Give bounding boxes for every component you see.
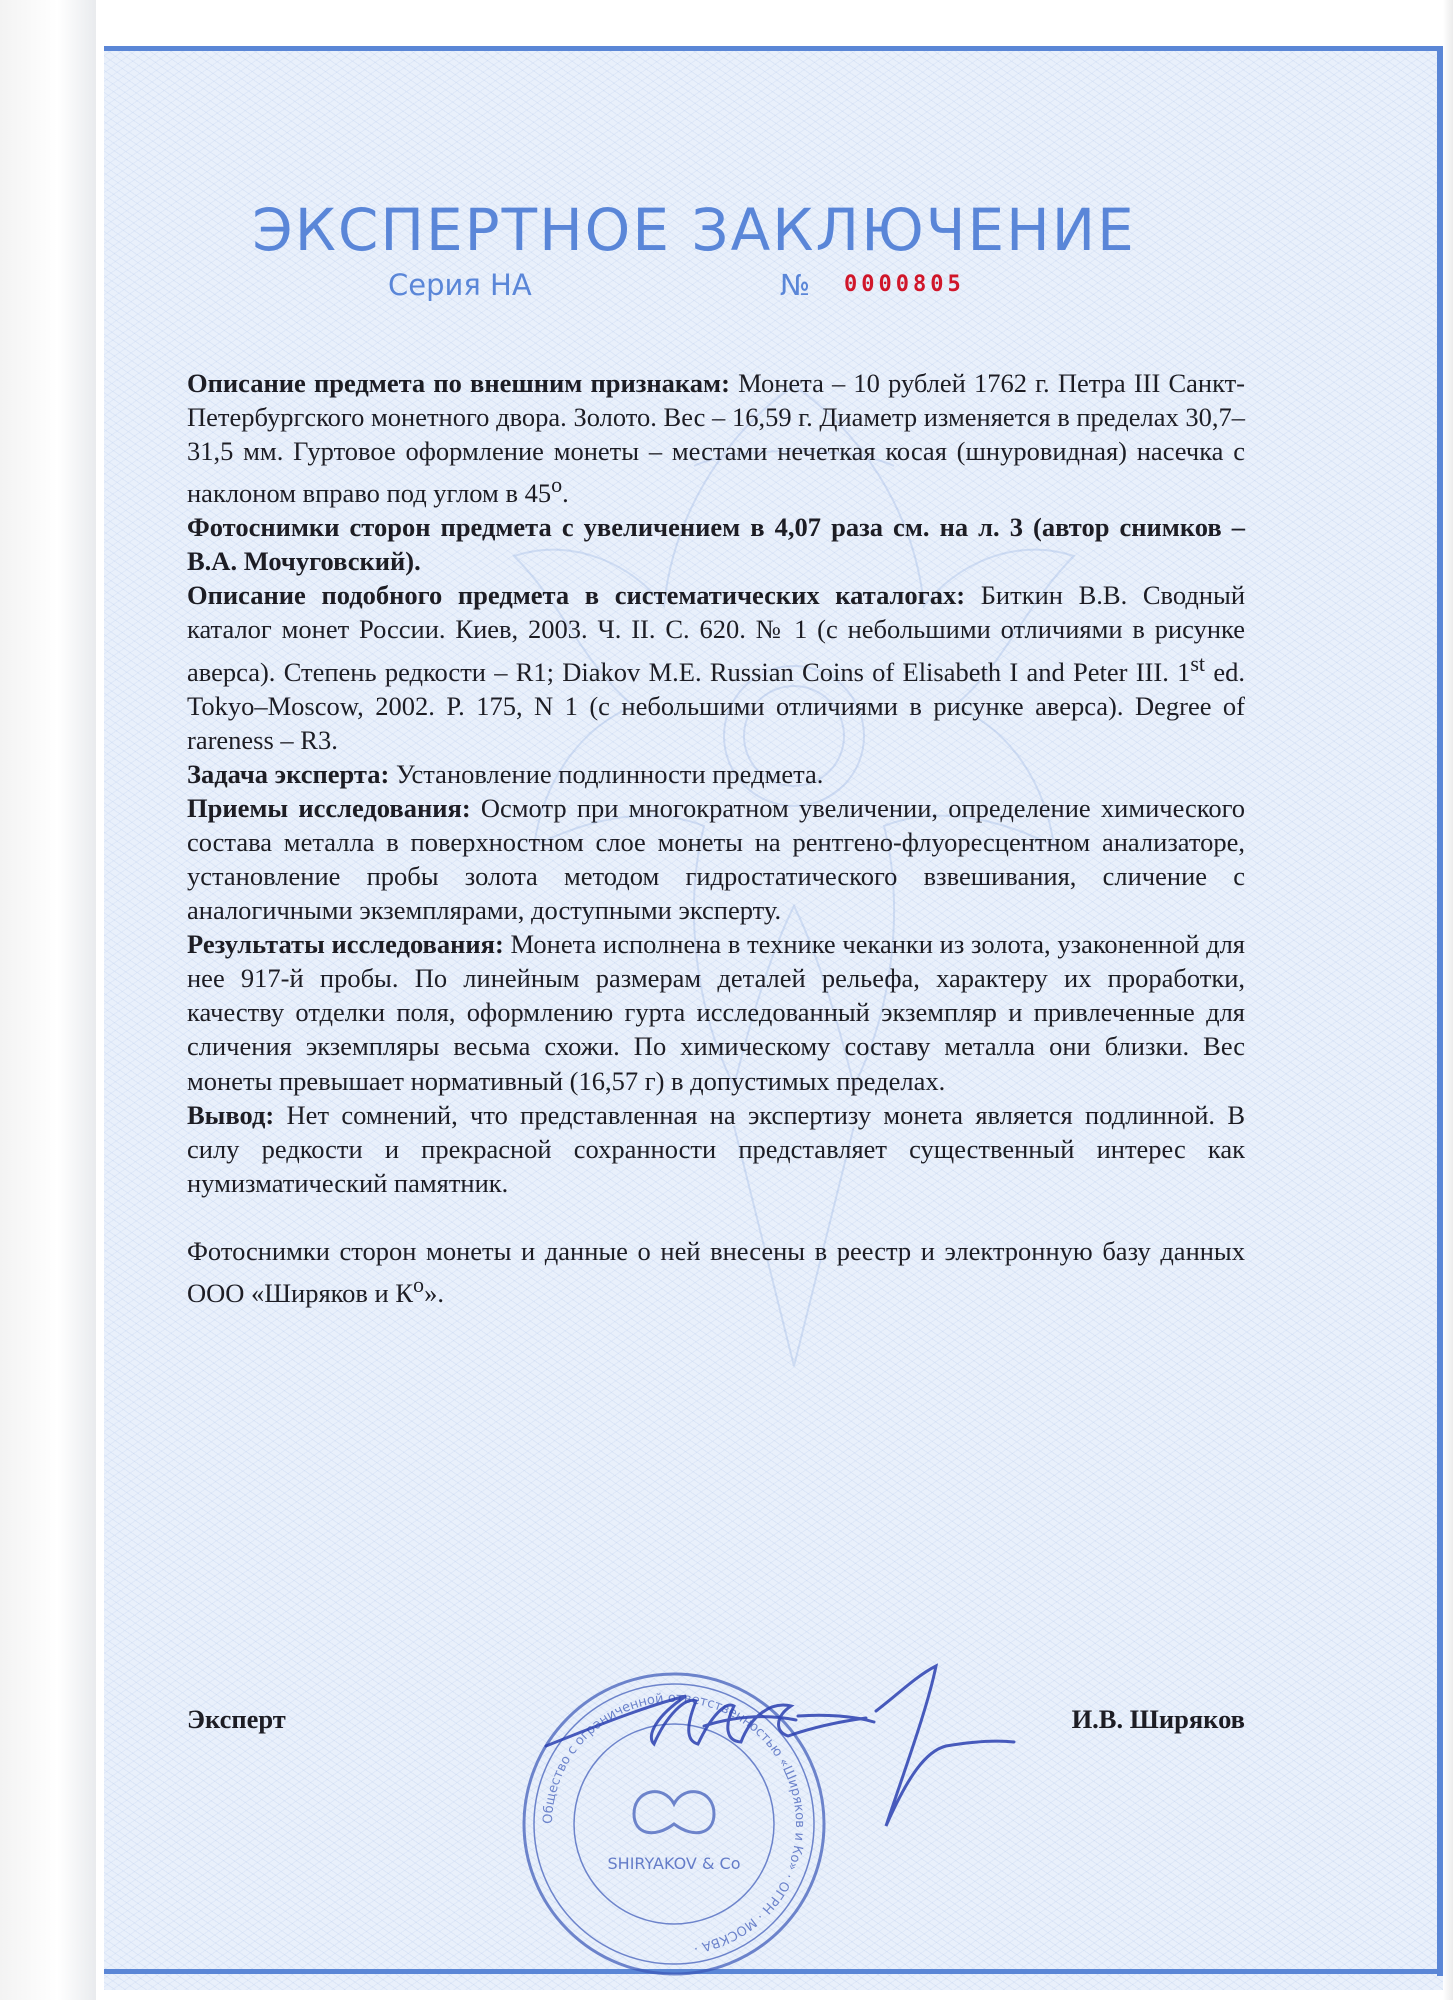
methods-label: Приемы исследования: (187, 792, 471, 823)
conclusion-text: Нет сомнений, что представленная на экспертизу монета является подлинной. В силу редкости и прекрасной сохранности представляет существенный интерес как нумизматический памятник. (187, 1099, 1246, 1198)
registry-text-end: ». (424, 1277, 444, 1308)
scanner-left-margin (0, 0, 96, 2000)
catalog-text: Биткин В.В. Сводный каталог монет России. Киев, 2003. Ч. II. С. 620. № 1 (с небольшими отличиями в рисунке аверса). Степень редкости – R1; Diakov M.E. Russian Coins of Elisabeth I and Peter III. 1 (187, 580, 1246, 687)
task-text: Установление подлинности предмета. (395, 758, 824, 789)
stamp-ring-text: Общество с ограниченной ответственностью «Ширяков и Ко» · ОГРН · МОСКВА · (540, 1690, 808, 1956)
task-paragraph (187, 757, 1245, 791)
certificate-sheet (104, 46, 1443, 1990)
conclusion-paragraph (187, 1098, 1245, 1200)
signature-row (187, 1704, 1245, 1744)
certificate-body (187, 366, 1245, 1310)
conclusion-label: Вывод: (187, 1099, 275, 1130)
stamp-center-text: SHIRYAKOV & Co (607, 1854, 741, 1873)
results-label: Результаты исследования: (187, 929, 504, 960)
results-paragraph (187, 927, 1245, 1097)
description-text-end: . (562, 478, 569, 509)
photos-paragraph: Фотоснимки сторон предмета с увеличением в 4,07 раза см. на л. 3 (автор снимков – В.А. Мочуговский). (187, 512, 1245, 577)
results-text: Монета исполнена в технике чеканки из золота, узаконенной для нее 917-й пробы. По линейным размерам деталей рельефа, характеру их проработки, качеству отделки поля, оформлению гурта исследованный экземпляр и привлеченные для сличения экземпляры весьма схожи. По химическому составу металла они близки. Вес монеты превышает нормативный (16,57 г) в допустимых пределах. (187, 929, 1245, 1096)
registry-text: Фотоснимки сторон монеты и данные о ней внесены в реестр и электронную базу данных ООО «Ширяков и К (187, 1235, 1245, 1308)
catalog-label: Описание подобного предмета в систематических каталогах: (187, 580, 966, 611)
paragraph-spacer (187, 1200, 1245, 1234)
catalog-text-end: ed. Tokyo–Moscow, 2002. P. 175, N 1 (с небольшими отличиями в рисунке аверса). Degree of rareness – R3. (187, 656, 1245, 755)
scanner-right-margin (1443, 0, 1453, 2000)
serial-number: 0000805 (844, 272, 965, 297)
number-sign: № (780, 268, 811, 302)
degree-sup: о (551, 472, 563, 498)
task-label: Задача эксперта: (187, 758, 390, 789)
description-label: Описание предмета по внешним признакам: (187, 368, 730, 398)
expert-label: Эксперт (187, 1704, 286, 1734)
description-text: Монета – 10 рублей 1762 г. Петра III Санкт-Петербургского монетного двора. Золото. Вес – 16,59 г. Диаметр изменяется в пределах 30,7–31,5 мм. Гуртовое оформление монеты – местами нечеткая косая (шнуровидная) насечка с наклоном вправо под углом в 45 (187, 368, 1245, 509)
series-label: Серия НА (388, 268, 532, 302)
catalog-paragraph (187, 578, 1245, 756)
handwritten-signature-icon (536, 1656, 1016, 1866)
methods-paragraph (187, 791, 1245, 927)
registry-paragraph (187, 1234, 1245, 1310)
frame-top-line (104, 46, 1443, 51)
expert-name: И.В. Ширяков (1071, 1704, 1245, 1734)
description-paragraph (187, 366, 1245, 510)
frame-bottom-line (104, 1969, 1443, 1974)
company-sup: о (413, 1272, 425, 1297)
frame-right-line (1437, 46, 1443, 1976)
edition-sup: st (1190, 650, 1206, 676)
methods-text: Осмотр при многократном увеличении, определение химического состава металла в поверхностном слое монеты на рентгено-флуоресцентном анализаторе, установление пробы золота методом гидростатического взвешивания, сличение с аналогичными экземплярами, доступными эксперту. (187, 792, 1246, 926)
document-title: ЭКСПЕРТНОЕ ЗАКЛЮЧЕНИЕ (252, 196, 1136, 264)
